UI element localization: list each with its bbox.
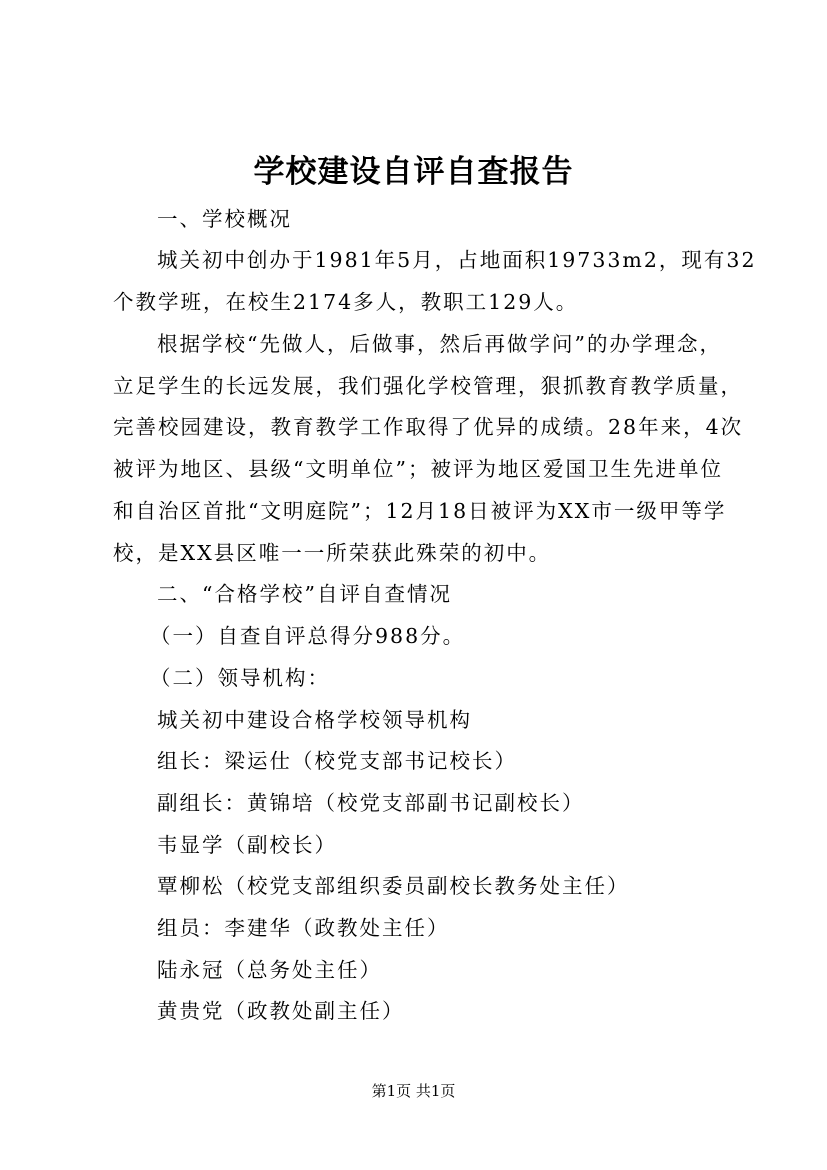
paragraph-line: 完善校园建设，教育教学工作取得了优异的成绩。28年来，4次 <box>113 415 744 439</box>
document-title: 学校建设自评自查报告 <box>253 154 574 190</box>
section-heading: 一、学校概况 <box>157 207 292 231</box>
paragraph-line: 根据学校“先做人，后做事，然后再做学问”的办学理念， <box>157 332 722 356</box>
list-item: 副组长：黄锦培（校党支部副书记副校长） <box>157 791 585 815</box>
paragraph-line: （一）自查自评总得分988分。 <box>150 624 466 648</box>
section-heading: 二、“合格学校”自评自查情况 <box>157 582 452 606</box>
paragraph-line: 城关初中建设合格学校领导机构 <box>157 708 472 732</box>
paragraph-line: （二）领导机构： <box>150 666 330 690</box>
paragraph-line: 个教学班，在校生2174多人，教职工129人。 <box>113 290 579 314</box>
list-item: 陆永冠（总务处主任） <box>157 958 382 982</box>
paragraph-line: 城关初中创办于1981年5月，占地面积19733m2，现有32 <box>157 248 757 272</box>
paragraph-line: 立足学生的长远发展，我们强化学校管理，狠抓教育教学质量， <box>113 374 743 398</box>
paragraph-line: 被评为地区、县级“文明单位”；被评为地区爱国卫生先进单位 <box>113 457 723 481</box>
page-footer: 第1页 共1页 <box>371 1082 456 1100</box>
list-item: 韦显学（副校长） <box>157 833 337 857</box>
list-item: 组员：李建华（政教处主任） <box>157 916 450 940</box>
paragraph-line: 校，是XX县区唯一一所荣获此殊荣的初中。 <box>113 541 552 565</box>
list-item: 黄贵党（政教处副主任） <box>157 999 405 1023</box>
list-item: 组长：梁运仕（校党支部书记校长） <box>157 749 517 773</box>
paragraph-line: 和自治区首批“文明庭院”；12月18日被评为XX市一级甲等学 <box>113 499 727 523</box>
list-item: 覃柳松（校党支部组织委员副校长教务处主任） <box>157 874 630 898</box>
